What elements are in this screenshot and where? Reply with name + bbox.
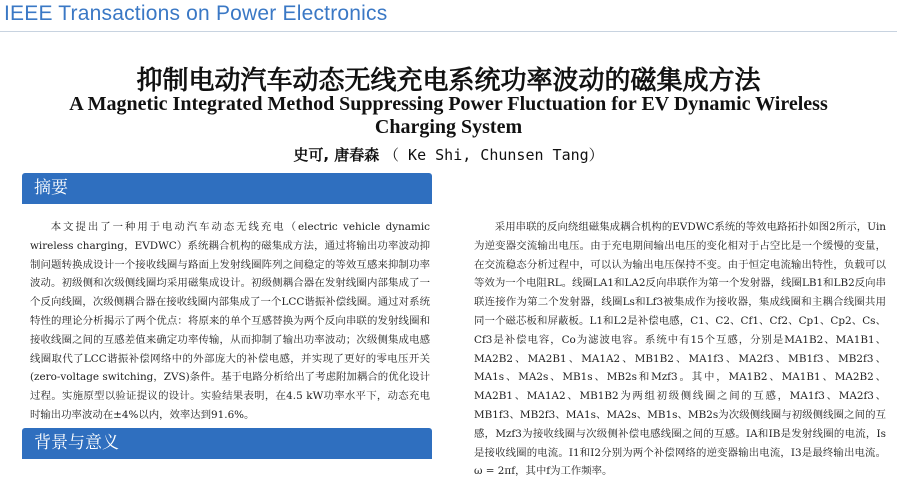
section-header-abstract: 摘要 — [22, 173, 432, 204]
paper-title-english: A Magnetic Integrated Method Suppressing Power Fluctuation for EV Dynamic Wireless Charging System — [69, 93, 828, 138]
paper-title-chinese: 抑制电动汽车动态无线充电系统功率波动的磁集成方法 — [136, 66, 761, 96]
journal-title: IEEE Transactions on Power Electronics — [4, 2, 388, 25]
header-divider — [0, 31, 897, 32]
authors-chinese: 史可, 唐春森 — [293, 146, 380, 164]
abstract-body — [30, 218, 430, 425]
section-header-background: 背景与意义 — [22, 428, 432, 459]
circuit-description-body — [474, 218, 886, 481]
circuit-description-paragraph: 采用串联的反向绕组磁集成耦合机构的EVDWC系统的等效电路拓扑如图2所示，Uin为逆变器交流输出电压。由于充电期间输出电压的变化相对于占空比是一个缓慢的变量，在交流稳态分析过程中，可以认为输出电压保持不变。由于恒定电流输出特性，负载可以等效为一个电阻RL。线圈LA1和LA2反向串联作为第一个发射器，线圈LB1和LB2反向串联连接作为第二个发射器，线圈Ls和Lf3被集成作为接收器，集成线圈和主耦合线圈共用同一个磁芯板和屏蔽板。L1和L2是补偿电感，C1、C2、Cf1、Cf2、Cp1、Cp2、Cs、Cf3是补偿电容，Co为滤波电容。系统中有15个互感，分别是MA1B2、MA1B1、MA2B2、MA2B1、MA1A2、MB1B2、MA1f3、MA2f3、MB1f3、MB2f3、MA1s、MA2s、MB1s、MB2s和Mzf3。其中，MA1B2、MA1B1、MA2B2、MA2B1、MA1A2、MB1B2为两组初级侧线圈之间的互感，MA1f3、MA2f3、MB1f3、MB2f3、MA1s、MA2s、MB1s、MB2s为次级侧线圈与初级侧线圈之间的互感，Mzf3为接收线圈与次级侧补偿电感线圈之间的互感。IA和IB是发射线圈的电流，Is是接收线圈的电流。I1和I2分别为两个补偿网络的逆变器输出电流，I3是最终输出电流。ω = 2πf，其中f为工作频率。 — [474, 221, 886, 478]
authors-line — [0, 144, 897, 165]
abstract-paragraph: 本文提出了一种用于电动汽车动态无线充电（electric vehicle dynamic wireless charging，EVDWC）系统耦合机构的磁集成方法，通过将输出功率波动抑制问题转换成设计一个接收线圈与路面上发射线圈阵列之间稳定的等效互感来抑制功率波动。初级侧和次级侧线圈均采用磁集成设计。初级侧耦合器在发射线圈内部集成了一个反向线圈，次级侧耦合器在接收线圈内部集成了一个LCC谐振补偿线圈。通过对系统特性的理论分析揭示了两个优点：将原来的单个互感替换为两个反向串联的发射线圈和接收线圈之间的互感差值来确定功率传输，从而抑制了输出功率波动；次级侧集成电感线圈取代了LCC谐振补偿网络中的外部庞大的补偿电感，并实现了更好的零电压开关(zero-voltage switching，ZVS)条件。基于电路分析给出了考虑附加耦合的优化设计过程。实施原型以验证提议的设计。实验结果表明，在4.5 kW功率水平下，动态充电时输出功率波动在±4%以内，效率达到91.6%。 — [30, 221, 430, 421]
authors-english: （ Ke Shi, Chunsen Tang） — [384, 146, 604, 164]
